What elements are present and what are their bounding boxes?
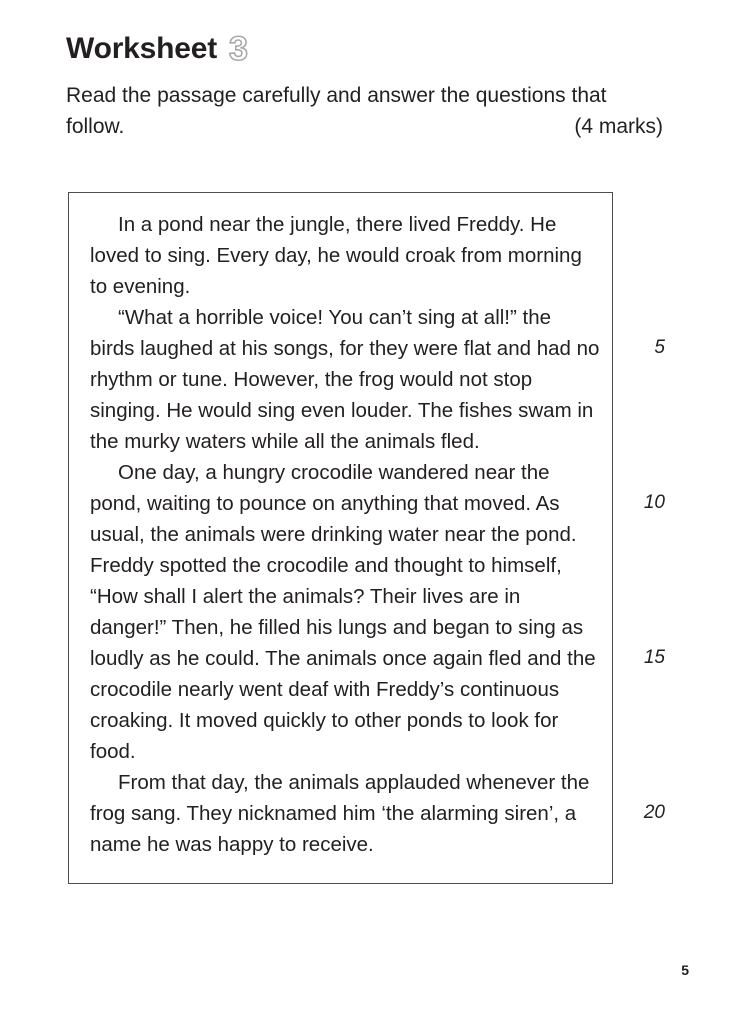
instruction-text <box>66 80 663 142</box>
worksheet-number: 3 <box>229 30 248 68</box>
page-header <box>66 30 691 142</box>
worksheet-title-text: Worksheet <box>66 32 218 65</box>
passage-paragraph: In a pond near the jungle, there lived Freddy. He loved to sing. Every day, he would croak from morning to evening. <box>90 213 582 298</box>
passage-paragraph: “What a horrible voice! You can’t sing at all!” the birds laughed at his songs, for they were flat and had no rhythm or tune. However, the frog would not stop singing. He would sing even louder. The fishes swam in the murky waters while all the animals fled. <box>90 306 600 453</box>
page-number: 5 <box>681 962 689 978</box>
line-number: 20 <box>643 802 665 823</box>
page-title <box>66 30 691 68</box>
instruction-line-2-row <box>66 111 663 142</box>
instruction-line-1: Read the passage carefully and answer the questions that <box>66 84 607 107</box>
line-number: 5 <box>654 337 665 358</box>
line-number: 15 <box>643 647 665 668</box>
line-number: 10 <box>643 492 665 513</box>
line-number-gutter <box>621 192 681 884</box>
instruction-line-2: follow. <box>66 115 125 138</box>
passage-text <box>90 209 600 860</box>
passage-box <box>68 192 613 884</box>
passage-paragraph: One day, a hungry crocodile wandered near the pond, waiting to pounce on anything that moved. As usual, the animals were drinking water near the pond. Freddy spotted the crocodile and thought to himself, “How shall I alert the animals? Their lives are in danger!” Then, he filled his lungs and began to sing as loudly as he could. The animals once again fled and the crocodile nearly went deaf with Freddy’s continuous croaking. It moved quickly to other ponds to look for food. <box>90 461 596 763</box>
passage-paragraph: From that day, the animals applauded whenever the frog sang. They nicknamed him ‘the alarming siren’, a name he was happy to receive. <box>90 771 590 856</box>
marks-label: (4 marks) <box>574 115 663 138</box>
